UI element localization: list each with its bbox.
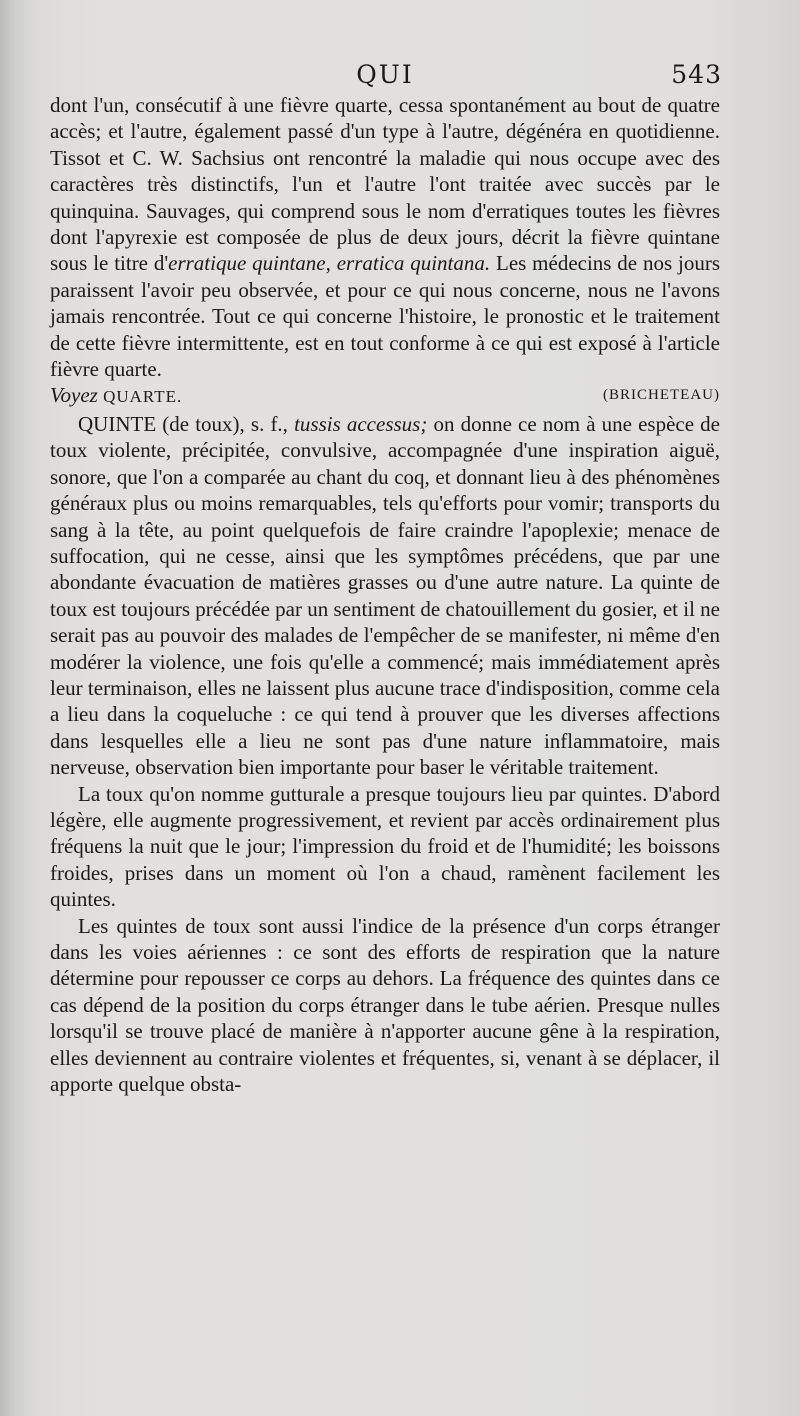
entry-grammar: (de toux), s. f., [156, 411, 295, 436]
entry-definition: on donne ce nom à une espèce de toux violente, précipitée, convulsive, accompagnée d'une inspiration aiguë, sonore, que l'on a comparée au chant du coq, et donnant lieu à des phénomènes généraux plus ou moins remarquables, tels qu'efforts pour vomir; transports du sang à la tête, au point quelquefois de faire craindre l'apoplexie; menace de suffocation, qui ne cesse, ainsi que les symptômes précédens, que par une abondante évacuation de matières grasses ou d'une autre nature. La quinte de toux est toujours précédée par un sentiment de chatouillement du gosier, et il ne serait pas au pouvoir des malades de l'empêcher de se manifester, ni même d'en modérer la violence, une fois qu'elle a commencé; mais immédiatement après leur terminaison, elles ne laissent plus aucune trace d'indisposition, comme cela a lieu dans la coqueluche : ce qui tend à prouver que les diverses affections dans lesquelles elle a lieu ne sont pas d'une nature inflammatoire, mais nerveuse, observation bien importante pour baser le véritable traitement. [50, 411, 720, 780]
paragraph-fever-continuation [50, 92, 720, 382]
entry-quinte [50, 411, 720, 781]
paragraph-gutturale: La toux qu'on nomme gutturale a presque toujours lieu par quintes. D'abord légère, elle augmente progressivement, et revient par accès ordinairement plus fréquens la nuit que le jour; l'impression du froid et de l'humidité; les boissons froides, prises dans un moment où l'on a chaud, ramènent facilement les quintes. [50, 781, 720, 912]
cross-reference [50, 382, 182, 410]
running-head-title: QUI [356, 60, 414, 89]
paragraph-text: dont l'un, consécutif à une fièvre quarte, cessa spontanément au bout de quatre accès; et l'autre, également passé d'un type à l'autre, dégénéra en quotidienne. Tissot et C. W. Sachsius ont rencontré la maladie qui nous occupe avec des caractères très distinctifs, l'un et l'autre l'ont traitée avec succès par le quinquina. Sauvages, qui comprend sous le nom d'erratiques toutes les fièvres dont l'apyrexie est composée de plus de deux jours, décrit la fièvre quintane sous le titre d' [50, 93, 720, 276]
page-body [50, 92, 720, 1097]
entry-headword: QUINTE [78, 411, 157, 436]
cross-reference-line [50, 382, 720, 410]
paragraph-text-end: Les médecins de nos jours paraissent l'avoir peu observée, et pour ce qui nous concerne, nous ne l'avons jamais rencontrée. Tout ce qui concerne l'histoire, le pronostic et le traitement de cette fièvre intermittente, est en tout conforme à ce qui est exposé à l'article fièvre quarte. [50, 251, 720, 382]
author-signature: (BRICHETEAU) [603, 387, 720, 404]
running-header [48, 60, 722, 92]
paragraph-corps-etranger: Les quintes de toux sont aussi l'indice de la présence d'un corps étranger dans les voies aériennes : ce sont des efforts de respiration que la nature détermine pour repousser ce corps au dehors. La fréquence des quintes dans ce cas dépend de la position du corps étranger dans le tube aérien. Presque nulles lorsqu'il se trouve placé de manière à n'apporter aucune gêne à la respiration, elles deviennent au contraire violentes et fréquentes, si, venant à se déplacer, il apporte quelque obsta- [50, 913, 720, 1097]
page-number: 543 [671, 60, 722, 89]
quarte-reference: QUARTE. [103, 387, 183, 407]
voyez-label: Voyez [50, 383, 98, 408]
entry-latin-term: tussis accessus; [294, 411, 428, 436]
italic-term: erratique quintane, erratica quintana. [168, 251, 491, 276]
